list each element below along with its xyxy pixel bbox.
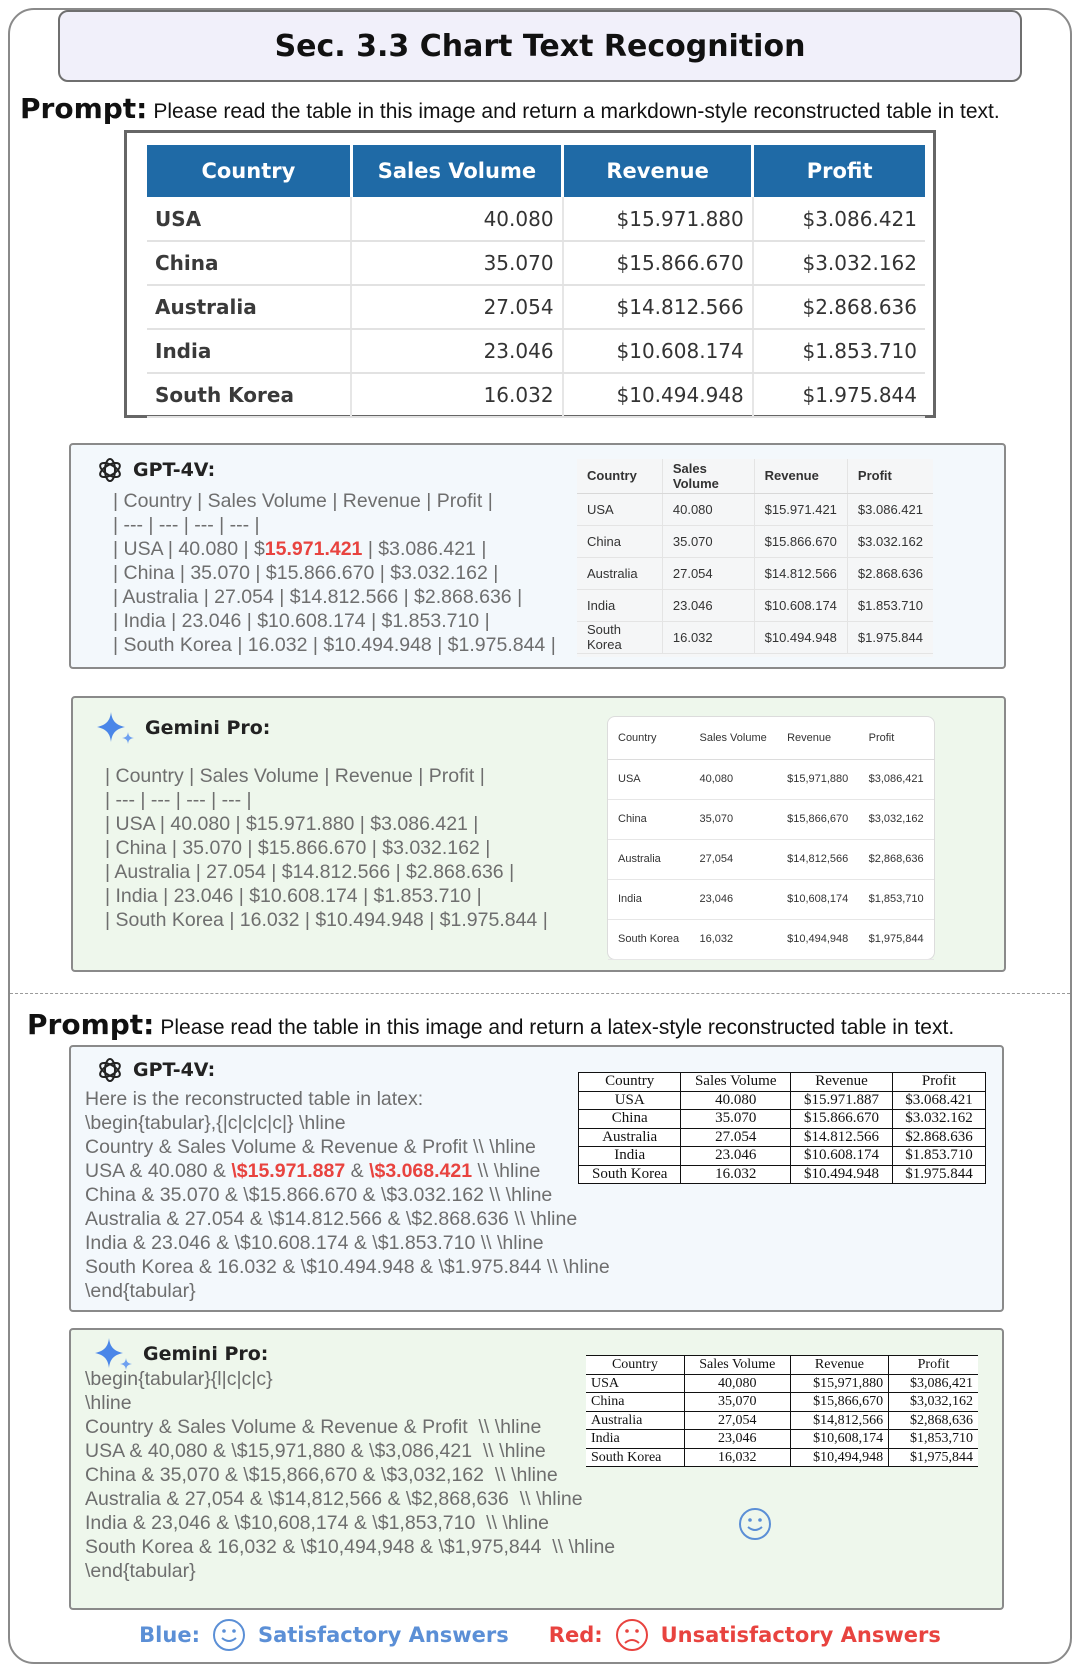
- source-table-cell: $2.868.636: [753, 285, 925, 329]
- gemini-tex-table-cell: 27,054: [684, 1411, 790, 1430]
- gpt4v-md-table-cell: $3.032.162: [847, 525, 933, 557]
- source-table-cell: China: [147, 241, 351, 285]
- gemini-tex-table-cell: $1,853,710: [889, 1430, 978, 1449]
- gpt4v-tex-table-cell: USA: [579, 1091, 681, 1110]
- gemini-md-table-cell: $1,853,710: [859, 879, 934, 919]
- gpt4v-md-table-header-cell: Sales Volume: [662, 459, 754, 493]
- source-table-cell: $14.812.566: [563, 285, 753, 329]
- gpt4v-tex-table-cell: 35.070: [681, 1110, 791, 1129]
- gpt4v-tex-table-cell: $14.812.566: [791, 1128, 893, 1147]
- gemini-tex-table-cell: 23,046: [684, 1430, 790, 1449]
- source-table-cell: Australia: [147, 285, 351, 329]
- gpt4v-tex-table-header-cell: Country: [579, 1073, 681, 1092]
- gpt4v-tex-table-cell: $1.975.844: [892, 1165, 985, 1184]
- legend-red-label: Red:: [548, 1623, 603, 1647]
- source-table-header-cell: Country: [147, 145, 351, 197]
- source-table-cell: 35.070: [351, 241, 562, 285]
- gemini-md-table-header-row: [608, 717, 934, 759]
- gemini-tex-table-cell: $2,868,636: [889, 1411, 978, 1430]
- gpt4v-tex-table-cell: 27.054: [681, 1128, 791, 1147]
- section-title: Sec. 3.3 Chart Text Recognition: [274, 28, 806, 64]
- gpt4v-tex-line: \end{tabular}: [85, 1280, 196, 1302]
- gemini-md-table-cell: 27,054: [689, 839, 777, 879]
- gemini-md-table-cell: $10,608,174: [777, 879, 859, 919]
- gpt4v-md-table-row: [577, 621, 933, 653]
- smiley-icon: [738, 1507, 772, 1541]
- gemini-md-table: [608, 717, 934, 960]
- gemini-md-table-cell: 35,070: [689, 799, 777, 839]
- source-table-row: [147, 373, 925, 417]
- gpt4v-tex-table-cell: 16.032: [681, 1165, 791, 1184]
- gemini-tex-table-row: [586, 1411, 978, 1430]
- gpt4v-tex-table-header-row: [579, 1073, 986, 1092]
- gemini-tex-line: Australia & 27,054 & \$14,812,566 & \$2,868,636 \\ \hline: [85, 1488, 583, 1510]
- source-table-cell: South Korea: [147, 373, 351, 417]
- gemini-tex-table-header-cell: Profit: [889, 1356, 978, 1375]
- gemini-markdown-text: [105, 764, 548, 932]
- gemini-tex-table-cell: 16,032: [684, 1448, 790, 1467]
- gpt4v-tex-table-cell: $2.868.636: [892, 1128, 985, 1147]
- gpt4v-tex-line: Here is the reconstructed table in latex:: [85, 1088, 424, 1110]
- gemini-md-table-cell: 40,080: [689, 759, 777, 799]
- gpt4v-tex-line: Australia & 27.054 & \$14.812.566 & \$2.868.636 \\ \hline: [85, 1208, 578, 1230]
- gpt4v-tex-table-row: [579, 1128, 986, 1147]
- gemini-md-table-cell: $15,866,670: [777, 799, 859, 839]
- gemini-md-table-cell: India: [608, 879, 689, 919]
- gpt4v-tex-table-row: [579, 1165, 986, 1184]
- gpt4v-md-table-cell: 16.032: [662, 621, 754, 653]
- prompt-2: [27, 1008, 954, 1041]
- gemini-md-line: | China | 35.070 | $15.866.670 | $3.032.162 |: [105, 837, 491, 859]
- gemini-md-table-cell: $15,971,880: [777, 759, 859, 799]
- legend-red-text: Unsatisfactory Answers: [660, 1623, 941, 1647]
- gemini-tex-table-cell: $15,971,880: [790, 1374, 888, 1393]
- section-divider: [10, 993, 1070, 994]
- gemini-tex-table-cell: $1,975,844: [889, 1448, 978, 1467]
- gemini-md-table-cell: $1,975,844: [859, 919, 934, 959]
- gemini-tex-line: \hline: [85, 1392, 132, 1414]
- gpt4v-tex-table-cell: $15.866.670: [791, 1110, 893, 1129]
- prompt-label: Prompt:: [20, 92, 148, 125]
- gpt4v-label-text: GPT-4V:: [133, 1059, 216, 1081]
- gemini-tex-table-row: [586, 1393, 978, 1412]
- gemini-tex-line: South Korea & 16,032 & \$10,494,948 & \$1,975,844 \\ \hline: [85, 1536, 616, 1558]
- gpt4v-tex-table-cell: $15.971.887: [791, 1091, 893, 1110]
- gpt4v-md-line: | Australia | 27.054 | $14.812.566 | $2.868.636 |: [113, 586, 523, 608]
- gpt4v-md-table: [577, 459, 933, 654]
- gemini-md-table-cell: $14,812,566: [777, 839, 859, 879]
- frown-icon: [615, 1618, 649, 1652]
- gpt4v-tex-table-cell: $3.068.421: [892, 1091, 985, 1110]
- gpt4v-md-line: | South Korea | 16.032 | $10.494.948 | $1.975.844 |: [113, 634, 556, 656]
- gpt4v-tex-table-header-cell: Sales Volume: [681, 1073, 791, 1092]
- gemini-md-table-cell: China: [608, 799, 689, 839]
- prompt-1-text: Please read the table in this image and return a markdown-style reconstructed table in text.: [153, 100, 1000, 123]
- error-highlight: 15.971.421: [264, 538, 363, 560]
- gpt4v-tex-table-cell: India: [579, 1147, 681, 1166]
- gemini-md-line: | --- | --- | --- | --- |: [105, 789, 252, 811]
- gemini-md-line: | USA | 40.080 | $15.971.880 | $3.086.421 |: [105, 813, 479, 835]
- openai-logo-icon: [95, 1055, 125, 1085]
- legend: [0, 1618, 1080, 1652]
- source-table-cell: $10.494.948: [563, 373, 753, 417]
- source-table-cell: 40.080: [351, 197, 562, 241]
- gemini-markdown-panel: [71, 696, 1006, 972]
- gpt4v-markdown-text: [113, 489, 556, 657]
- gpt4v-tex-table-cell: $10.494.948: [791, 1165, 893, 1184]
- gpt4v-md-table-row: [577, 493, 933, 525]
- gpt4v-md-table-cell: 23.046: [662, 589, 754, 621]
- gemini-md-table-header-cell: Sales Volume: [689, 717, 777, 759]
- gemini-tex-line: USA & 40,080 & \$15,971,880 & \$3,086,421 \\ \hline: [85, 1440, 546, 1462]
- error-highlight: \$15.971.887: [231, 1160, 346, 1182]
- gemini-tex-table-cell: South Korea: [586, 1448, 684, 1467]
- gemini-tex-line: Country & Sales Volume & Revenue & Profit \\ \hline: [85, 1416, 542, 1438]
- gpt4v-latex-panel: [69, 1045, 1004, 1312]
- gpt4v-md-table-cell: South Korea: [577, 621, 662, 653]
- gemini-md-table-cell: $10,494,948: [777, 919, 859, 959]
- gpt4v-tex-line: India & 23.046 & \$10.608.174 & \$1.853.710 \\ \hline: [85, 1232, 544, 1254]
- source-table-header-cell: Profit: [753, 145, 925, 197]
- gpt4v-md-table-cell: 35.070: [662, 525, 754, 557]
- source-table-cell: $3.032.162: [753, 241, 925, 285]
- gemini-tex-table-cell: Australia: [586, 1411, 684, 1430]
- gemini-md-table-row: [608, 919, 934, 959]
- gpt4v-tex-table-cell: 40.080: [681, 1091, 791, 1110]
- gpt4v-tex-line: \begin{tabular},{|c|c|c|c|} \hline: [85, 1112, 346, 1134]
- gemini-tex-table-cell: India: [586, 1430, 684, 1449]
- gpt4v-md-table-cell: $1.853.710: [847, 589, 933, 621]
- gpt4v-tex-table-cell: 23.046: [681, 1147, 791, 1166]
- gpt4v-md-table-cell: China: [577, 525, 662, 557]
- gemini-md-table-cell: $2,868,636: [859, 839, 934, 879]
- error-highlight: \$3.068.421: [369, 1160, 473, 1182]
- gemini-tex-table-row: [586, 1430, 978, 1449]
- gpt4v-label-text: GPT-4V:: [133, 459, 216, 481]
- source-table-header-row: [147, 145, 925, 197]
- source-table-row: [147, 241, 925, 285]
- gpt4v-md-table-header-cell: Country: [577, 459, 662, 493]
- gemini-tex-table-cell: $15,866,670: [790, 1393, 888, 1412]
- gemini-md-table-cell: South Korea: [608, 919, 689, 959]
- gemini-tex-table-cell: China: [586, 1393, 684, 1412]
- gpt4v-tex-table-cell: $10.608.174: [791, 1147, 893, 1166]
- gemini-tex-table-cell: USA: [586, 1374, 684, 1393]
- source-table-header-cell: Revenue: [563, 145, 753, 197]
- gpt4v-md-table-row: [577, 557, 933, 589]
- gpt4v-md-table-cell: $10.494.948: [754, 621, 847, 653]
- gpt4v-tex-table-cell: $3.032.162: [892, 1110, 985, 1129]
- gemini-tex-table-cell: 40,080: [684, 1374, 790, 1393]
- gemini-md-table-header-cell: Revenue: [777, 717, 859, 759]
- gemini-tex-line: China & 35,070 & \$15,866,670 & \$3,032,162 \\ \hline: [85, 1464, 558, 1486]
- gemini-rendered-table: [607, 716, 935, 960]
- legend-blue: [139, 1618, 509, 1652]
- gemini-sparkle-icon: [97, 710, 137, 746]
- gemini-tex-table-row: [586, 1448, 978, 1467]
- prompt-label: Prompt:: [27, 1008, 155, 1041]
- gemini-md-table-cell: Australia: [608, 839, 689, 879]
- prompt-2-text: Please read the table in this image and return a latex-style reconstructed table in text.: [160, 1016, 955, 1039]
- gemini-tex-line: \end{tabular}: [85, 1560, 196, 1582]
- gpt4v-tex-table-header-cell: Profit: [892, 1073, 985, 1092]
- gpt4v-md-table-cell: Australia: [577, 557, 662, 589]
- gpt4v-rendered-table: [577, 459, 933, 657]
- gpt4v-md-table-cell: $3.086.421: [847, 493, 933, 525]
- gemini-latex-text: [85, 1367, 615, 1583]
- gpt4v-tex-table-cell: China: [579, 1110, 681, 1129]
- gemini-label-text: Gemini Pro:: [145, 717, 271, 739]
- source-table-cell: India: [147, 329, 351, 373]
- legend-blue-text: Satisfactory Answers: [257, 1623, 509, 1647]
- smiley-icon: [212, 1618, 246, 1652]
- gpt4v-latex-text: [85, 1087, 610, 1303]
- gpt4v-md-table-cell: $2.868.636: [847, 557, 933, 589]
- gpt4v-md-table-cell: $10.608.174: [754, 589, 847, 621]
- source-table-header-cell: Sales Volume: [351, 145, 562, 197]
- gpt4v-md-table-header-cell: Revenue: [754, 459, 847, 493]
- gemini-latex-panel: [69, 1328, 1004, 1610]
- gemini-tex-table-cell: $10,494,948: [790, 1448, 888, 1467]
- gemini-tex-line: \begin{tabular}{l|c|c|c}: [85, 1368, 273, 1390]
- source-table-cell: $15.866.670: [563, 241, 753, 285]
- gpt4v-model-label: [95, 455, 215, 485]
- gemini-label-text: Gemini Pro:: [143, 1343, 269, 1365]
- source-table-image: [124, 130, 936, 418]
- gemini-md-table-header-cell: Profit: [859, 717, 934, 759]
- gemini-tex-table-cell: $10,608,174: [790, 1430, 888, 1449]
- gpt4v-md-table-cell: $15.866.670: [754, 525, 847, 557]
- gemini-md-table-row: [608, 879, 934, 919]
- gpt4v-tex-line: South Korea & 16.032 & \$10.494.948 & \$1.975.844 \\ \hline: [85, 1256, 610, 1278]
- source-table-cell: $1.975.844: [753, 373, 925, 417]
- gpt4v-tex-table-cell: Australia: [579, 1128, 681, 1147]
- source-table-cell: 27.054: [351, 285, 562, 329]
- source-table-row: [147, 285, 925, 329]
- gemini-tex-table-cell: $14,812,566: [790, 1411, 888, 1430]
- gpt4v-latex-rendered-table: [578, 1072, 986, 1184]
- gpt4v-md-table-cell: USA: [577, 493, 662, 525]
- gpt4v-model-label: [95, 1055, 215, 1085]
- gemini-md-line: | India | 23.046 | $10.608.174 | $1.853.710 |: [105, 885, 482, 907]
- gpt4v-tex-table-header-cell: Revenue: [791, 1073, 893, 1092]
- gemini-tex-table-header-cell: Country: [586, 1356, 684, 1375]
- gemini-md-table-cell: 16,032: [689, 919, 777, 959]
- gpt4v-md-line: | India | 23.046 | $10.608.174 | $1.853.710 |: [113, 610, 490, 632]
- gemini-md-line: | Country | Sales Volume | Revenue | Profit |: [105, 765, 485, 787]
- source-table-row: [147, 197, 925, 241]
- gpt4v-md-table-cell: 40.080: [662, 493, 754, 525]
- gemini-tex-table-cell: 35,070: [684, 1393, 790, 1412]
- gpt4v-tex-table-cell: South Korea: [579, 1165, 681, 1184]
- gemini-md-table-row: [608, 799, 934, 839]
- gpt4v-tex-table-row: [579, 1091, 986, 1110]
- source-table-cell: $15.971.880: [563, 197, 753, 241]
- gpt4v-md-line: | Country | Sales Volume | Revenue | Profit |: [113, 490, 493, 512]
- gpt4v-tex-line: USA & 40.080 & \$15.971.887 & \$3.068.421 \\ \hline: [85, 1160, 541, 1182]
- prompt-1: [20, 92, 1000, 125]
- gemini-tex-table-header-row: [586, 1356, 978, 1375]
- gemini-md-table-cell: $3,032,162: [859, 799, 934, 839]
- gpt4v-md-table-cell: 27.054: [662, 557, 754, 589]
- gemini-tex-table-row: [586, 1374, 978, 1393]
- source-table-row: [147, 329, 925, 373]
- gemini-tex-table-cell: $3,032,162: [889, 1393, 978, 1412]
- gemini-md-table-header-cell: Country: [608, 717, 689, 759]
- gpt4v-md-table-cell: $14.812.566: [754, 557, 847, 589]
- source-table: [147, 145, 925, 418]
- legend-blue-label: Blue:: [139, 1623, 200, 1647]
- gemini-model-label: [97, 710, 270, 746]
- gpt4v-md-line: | --- | --- | --- | --- |: [113, 514, 260, 536]
- gpt4v-tex-table-cell: $1.853.710: [892, 1147, 985, 1166]
- gemini-md-line: | South Korea | 16.032 | $10.494.948 | $1.975.844 |: [105, 909, 548, 931]
- gpt4v-markdown-panel: [69, 443, 1006, 669]
- gpt4v-md-table-row: [577, 525, 933, 557]
- gemini-tex-line: India & 23,046 & \$10,608,174 & \$1,853,710 \\ \hline: [85, 1512, 550, 1534]
- gemini-tex-table-header-cell: Sales Volume: [684, 1356, 790, 1375]
- source-table-cell: 16.032: [351, 373, 562, 417]
- gpt4v-tex-table-row: [579, 1110, 986, 1129]
- openai-logo-icon: [95, 455, 125, 485]
- gpt4v-md-line: | China | 35.070 | $15.866.670 | $3.032.162 |: [113, 562, 499, 584]
- gemini-md-table-cell: USA: [608, 759, 689, 799]
- gemini-latex-rendered-table: [586, 1355, 978, 1467]
- gemini-tex-table-header-cell: Revenue: [790, 1356, 888, 1375]
- gemini-md-line: | Australia | 27.054 | $14.812.566 | $2.868.636 |: [105, 861, 515, 883]
- gpt4v-md-line: | USA | 40.080 | $15.971.421 | $3.086.421 |: [113, 538, 487, 560]
- gemini-md-table-row: [608, 839, 934, 879]
- legend-red: [549, 1618, 941, 1652]
- gpt4v-md-table-cell: India: [577, 589, 662, 621]
- source-table-cell: USA: [147, 197, 351, 241]
- gpt4v-tex-line: Country & Sales Volume & Revenue & Profit \\ \hline: [85, 1136, 536, 1158]
- gemini-md-table-cell: $3,086,421: [859, 759, 934, 799]
- gpt4v-md-table-cell: $1.975.844: [847, 621, 933, 653]
- gpt4v-md-table-header-cell: Profit: [847, 459, 933, 493]
- gemini-tex-table-cell: $3,086,421: [889, 1374, 978, 1393]
- gpt4v-tex-line: China & 35.070 & \$15.866.670 & \$3.032.162 \\ \hline: [85, 1184, 553, 1206]
- gpt4v-md-table-cell: $15.971.421: [754, 493, 847, 525]
- source-table-cell: $1.853.710: [753, 329, 925, 373]
- source-table-cell: $3.086.421: [753, 197, 925, 241]
- gemini-md-table-cell: 23,046: [689, 879, 777, 919]
- gemini-md-table-row: [608, 759, 934, 799]
- section-title-box: [58, 10, 1022, 82]
- gpt4v-tex-table-row: [579, 1147, 986, 1166]
- gpt4v-md-table-row: [577, 589, 933, 621]
- source-table-cell: $10.608.174: [563, 329, 753, 373]
- source-table-cell: 23.046: [351, 329, 562, 373]
- gpt4v-md-table-header-row: [577, 459, 933, 493]
